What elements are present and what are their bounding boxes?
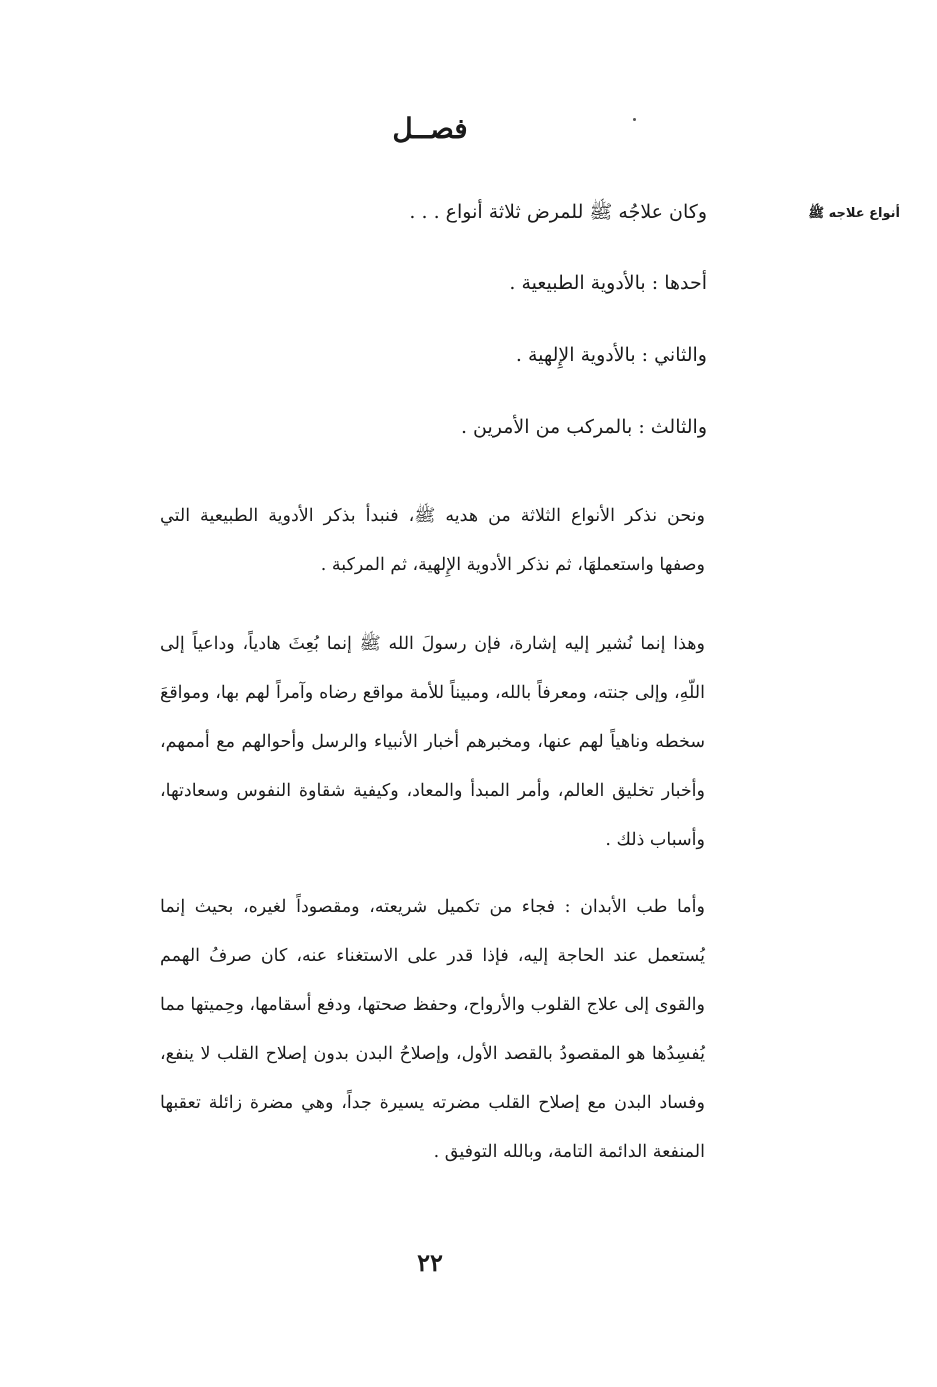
paragraph-text: وأما طب الأبدان : فجاء من تكميل شريعته، ومقصوداً لغيره، بحيث إنما يُستعمل عند الحاجة إليه، فإذا قدر على الاستغناء عنه، كان صرفُ الهمم والقوى إلى علاج القلوب والأرواح، وحفظ صحتها، ودفع أسقامها، وحِميتها مما يُفسِدُها هو المقصودُ بالقصد الأول، وإصلاحُ البدن بدون إصلاح القلب لا ينفع، وفساد البدن مع إصلاح القلب مضرته يسيرة جداً، وهي مضرة زائلة تعقبها المنفعة الدائمة التامة، وبالله التوفيق . [160,897,705,1162]
intro-line-1: وكان علاجُه ﷺ للمرض ثلاثة أنواع . . . [409,201,707,223]
paragraph-1 [160,492,705,590]
paragraph-text: ونحن نذكر الأنواع الثلاثة من هديه ﷺ، فنبدأ بذكر الأدوية الطبيعية التي وصفها واستعملهَا، ثم نذكر الأدوية الإِلهية، ثم المركبة . [160,506,705,575]
page-number: ٢٢ [417,1248,443,1277]
paragraph-2 [160,620,705,865]
margin-note: أنواع علاجه ﷺ [808,206,900,221]
paragraph-3 [160,883,705,1177]
intro-line-3: والثاني : بالأدوية الإِلهية . [515,344,707,366]
paragraph-text: وهذا إنما نُشير إليه إشارة، فإن رسولَ الله ﷺ إنما بُعِثَ هادياً، وداعياً إلى اللّهِ، وإلى جنته، ومعرفاً بالله، ومبيناً للأمة مواقع رضاه وآمراً لهم بها، ومواقعَ سخطه وناهياً لهم عنها، ومخبرهم أخبار الأنبياء والرسل وأحوالهم مع أممهم، وأخبار تخليق العالم، وأمر المبدأ والمعاد، وكيفية شقاوة النفوس وسعادتها، وأسباب ذلك . [160,634,705,850]
intro-line-4: والثالث : بالمركب من الأمرين . [460,416,707,438]
section-heading: فصــل [392,112,468,145]
intro-line-2: أحدها : بالأدوية الطبيعية . [509,272,707,294]
